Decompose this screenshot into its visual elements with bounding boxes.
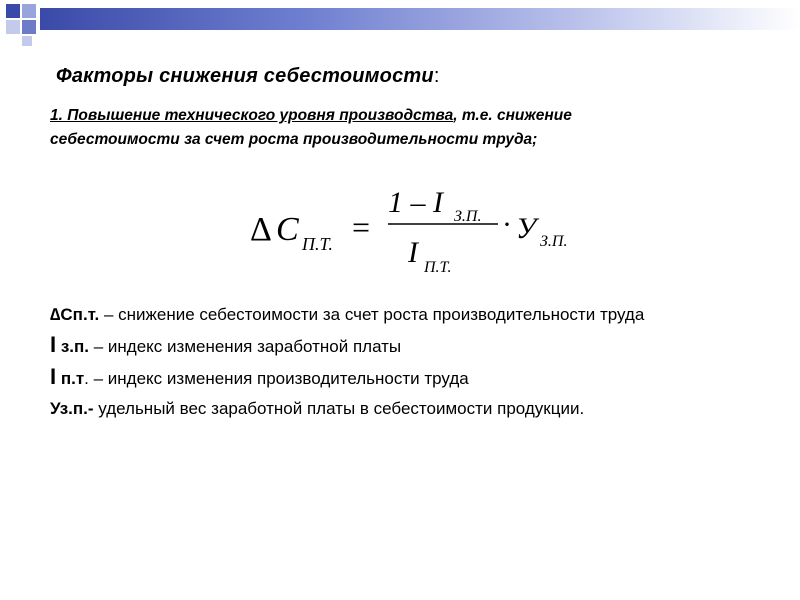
definition-symbol-big: I: [50, 364, 57, 389]
decor-square: [22, 20, 36, 34]
definition-item: [50, 302, 770, 328]
definitions-list: [50, 302, 770, 426]
formula-lhs-var: C: [276, 211, 299, 248]
definition-symbol: з.п.: [56, 337, 90, 356]
definition-text: . – индекс изменения производительности труда: [84, 369, 469, 388]
definition-item: [50, 332, 770, 360]
formula-dot: ·: [502, 208, 512, 241]
factor-item-1-line2: себестоимости за счет роста производительности труда;: [50, 131, 538, 148]
decor-square: [22, 36, 32, 46]
definition-symbol: п.т: [56, 369, 85, 388]
slide-title-text: Факторы снижения себестоимости: [56, 65, 434, 87]
definition-symbol-big: I: [50, 332, 57, 357]
decor-square: [22, 4, 36, 18]
formula: [248, 178, 608, 278]
slide-title-colon: :: [433, 65, 440, 87]
decor-square: [6, 20, 20, 34]
definition-text: – индекс изменения заработной платы: [89, 337, 402, 356]
definition-symbol: Уз.п.-: [50, 399, 94, 418]
factor-item-1-heading: 1. Повышение технического уровня производства: [50, 107, 454, 124]
factor-item-1: [50, 104, 770, 152]
formula-num-sub: З.П.: [454, 208, 482, 225]
formula-numerator: 1 – I: [388, 186, 443, 219]
formula-den-sub: П.Т.: [424, 259, 452, 276]
factor-item-1-rest: , т.е. снижение: [453, 107, 572, 124]
formula-delta: Δ: [250, 211, 272, 248]
header-gradient-bar: [40, 8, 800, 30]
slide-title: [56, 65, 440, 88]
formula-svg: [248, 178, 608, 278]
slide-header-decoration: [0, 0, 800, 48]
formula-lhs-sub: П.Т.: [302, 234, 333, 254]
formula-factor-sub: З.П.: [540, 233, 568, 250]
formula-denominator: I: [408, 236, 418, 269]
formula-factor: У: [516, 212, 537, 245]
decor-square: [6, 4, 20, 18]
definition-text: удельный вес заработной платы в себестоимости продукции.: [93, 399, 585, 418]
definition-text: – снижение себестоимости за счет роста производительности труда: [99, 305, 645, 324]
formula-equals: =: [352, 209, 371, 245]
definition-item: [50, 364, 770, 392]
definition-symbol: ∆Сп.т.: [50, 305, 100, 324]
definition-item: [50, 396, 770, 422]
